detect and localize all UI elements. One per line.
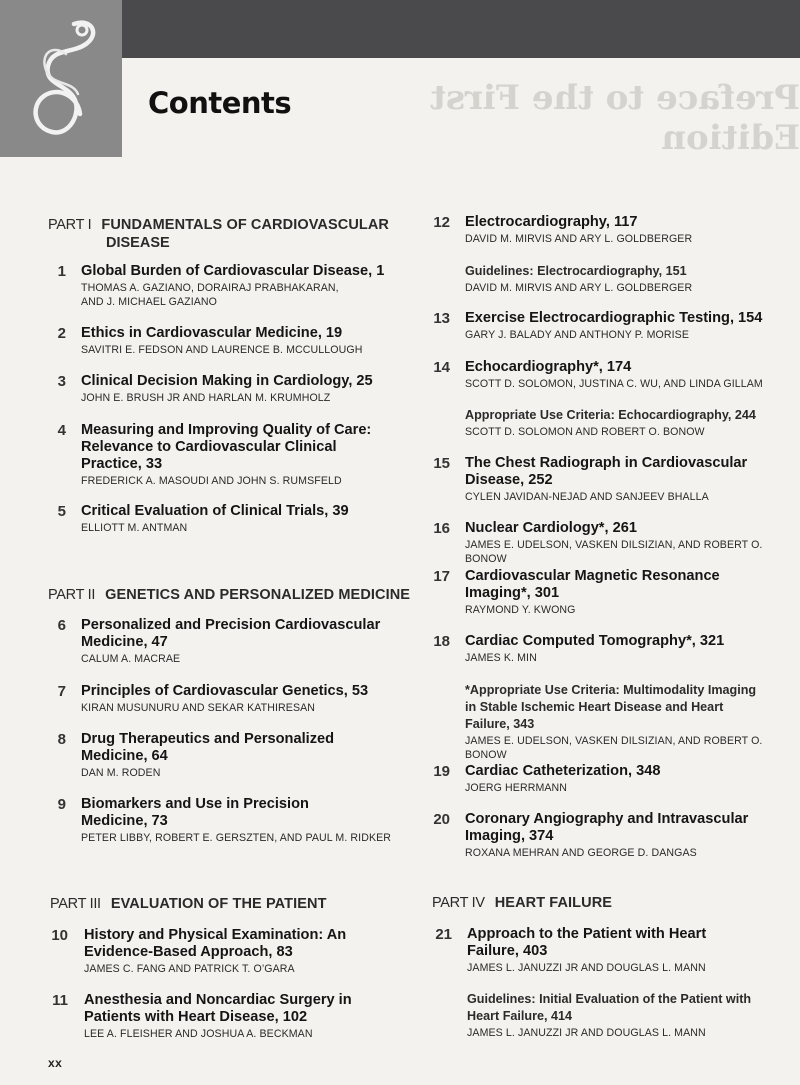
chapter-title: Drug Therapeutics and Personalized Medicine, 64	[81, 731, 335, 764]
part-2-title: GENETICS AND PERSONALIZED MEDICINE	[105, 587, 411, 603]
chapter-authors: RAYMOND Y. KWONG	[465, 604, 576, 616]
chapter-authors: JOERG HERRMANN	[465, 782, 568, 794]
chapter-title: Measuring and Improving Quality of Care: Relevance to Cardiovascular Clinical Practice, 33	[81, 422, 372, 472]
chapter-title: The Chest Radiograph in Cardiovascular Disease, 252	[465, 455, 748, 488]
chapter-title: Exercise Electrocardiographic Testing, 154	[465, 310, 763, 326]
chapter-authors: PETER LIBBY, ROBERT E. GERSZTEN, AND PAUL M. RIDKER	[81, 832, 392, 844]
part-3-heading	[50, 895, 327, 914]
chapter-title: Principles of Cardiovascular Genetics, 53	[81, 683, 369, 699]
chapter-authors: JAMES K. MIN	[465, 652, 537, 664]
chapter-number: 13	[433, 310, 450, 327]
chapter-authors: ROXANA MEHRAN AND GEORGE D. DANGAS	[465, 847, 697, 859]
chapter-authors: SAVITRI E. FEDSON AND LAURENCE B. MCCULLOUGH	[81, 344, 363, 356]
chapter-number: 8	[57, 731, 66, 748]
part-4-number: PART IV	[432, 895, 485, 911]
chapter-number: 16	[433, 520, 450, 537]
chapter-authors: KIRAN MUSUNURU AND SEKAR KATHIRESAN	[81, 702, 316, 714]
part-2-number: PART II	[48, 587, 96, 603]
chapter-title: Cardiac Catheterization, 348	[465, 763, 661, 779]
chapter-title: Cardiovascular Magnetic Resonance Imaging*, 301	[465, 568, 720, 601]
chapter-authors: JAMES E. UDELSON, VASKEN DILSIZIAN, AND ROBERT O. BONOW	[465, 539, 763, 565]
part-2-heading	[48, 586, 410, 605]
logo-block	[0, 0, 122, 157]
chapter-authors: JAMES L. JANUZZI JR AND DOUGLAS L. MANN	[467, 962, 706, 974]
chapter-title: History and Physical Examination: An Evidence-Based Approach, 83	[84, 927, 347, 960]
bleed-through-title: Preface to the First Edition	[430, 78, 800, 158]
chapter-title: Personalized and Precision Cardiovascular Medicine, 47	[81, 617, 381, 650]
chapter-authors: JOHN E. BRUSH JR AND HARLAN M. KRUMHOLZ	[81, 392, 331, 404]
appendix-title: Appropriate Use Criteria: Echocardiography, 244	[465, 408, 756, 422]
chapter-authors: CALUM A. MACRAE	[81, 653, 181, 665]
chapter-title: Echocardiography*, 174	[465, 359, 632, 375]
chapter-authors: LEE A. FLEISHER AND JOSHUA A. BECKMAN	[84, 1028, 313, 1040]
chapter-authors: FREDERICK A. MASOUDI AND JOHN S. RUMSFELD	[81, 475, 342, 487]
chapter-number: 1	[57, 263, 66, 280]
chapter-number: 20	[433, 811, 450, 828]
chapter-number: 15	[433, 455, 450, 472]
chapter-number: 4	[57, 422, 66, 439]
chapter-authors: JAMES C. FANG AND PATRICK T. O’GARA	[84, 963, 295, 975]
part-3-title: EVALUATION OF THE PATIENT	[110, 896, 327, 912]
appendix-title: *Appropriate Use Criteria: Multimodality Imaging in Stable Ischemic Heart Disease and Heart Failure, 343	[465, 683, 757, 731]
chapter-title: Clinical Decision Making in Cardiology, 25	[81, 373, 373, 389]
part-4-title: HEART FAILURE	[494, 895, 613, 911]
chapter-authors: DAN M. RODEN	[81, 767, 161, 779]
appendix-authors: JAMES L. JANUZZI JR AND DOUGLAS L. MANN	[467, 1027, 706, 1039]
chapter-title: Electrocardiography, 117	[465, 214, 638, 230]
chapter-number: 3	[57, 373, 66, 390]
appendix-authors: JAMES E. UDELSON, VASKEN DILSIZIAN, AND ROBERT O. BONOW	[465, 735, 763, 761]
chapter-number: 2	[57, 325, 66, 342]
chapter-number: 7	[57, 683, 66, 700]
chapter-authors: DAVID M. MIRVIS AND ARY L. GOLDBERGER	[465, 233, 693, 245]
part-1-heading	[48, 216, 389, 235]
chapter-title: Cardiac Computed Tomography*, 321	[465, 633, 725, 649]
chapter-title: Approach to the Patient with Heart Failure, 403	[467, 926, 707, 959]
chapter-authors: THOMAS A. GAZIANO, DORAIRAJ PRABHAKARAN, AND J. MICHAEL GAZIANO	[81, 282, 339, 308]
part-1-title: FUNDAMENTALS OF CARDIOVASCULAR	[101, 217, 389, 233]
appendix-authors: SCOTT D. SOLOMON AND ROBERT O. BONOW	[465, 426, 705, 438]
chapter-number: 10	[51, 927, 68, 944]
chapter-title: Ethics in Cardiovascular Medicine, 19	[81, 325, 343, 341]
page-title: Contents	[148, 86, 292, 120]
chapter-number: 19	[433, 763, 450, 780]
chapter-authors: GARY J. BALADY AND ANTHONY P. MORISE	[465, 329, 689, 341]
chapter-number: 6	[57, 617, 66, 634]
part-4-heading	[432, 894, 612, 913]
chapter-number: 9	[57, 796, 66, 813]
chapter-number: 21	[435, 926, 452, 943]
chapter-title: Critical Evaluation of Clinical Trials, 39	[81, 503, 349, 519]
chapter-number: 11	[52, 992, 68, 1009]
appendix-title: Guidelines: Initial Evaluation of the Patient with Heart Failure, 414	[467, 992, 752, 1023]
part-1-number: PART I	[48, 217, 92, 233]
appendix-authors: DAVID M. MIRVIS AND ARY L. GOLDBERGER	[465, 282, 693, 294]
chapter-number: 18	[433, 633, 450, 650]
chapter-title: Biomarkers and Use in Precision Medicine, 73	[81, 796, 309, 829]
chapter-title: Global Burden of Cardiovascular Disease, 1	[81, 263, 385, 279]
chapter-title: Coronary Angiography and Intravascular Imaging, 374	[465, 811, 749, 844]
chapter-authors: SCOTT D. SOLOMON, JUSTINA C. WU, AND LINDA GILLAM	[465, 378, 763, 390]
chapter-authors: CYLEN JAVIDAN-NEJAD AND SANJEEV BHALLA	[465, 491, 709, 503]
chapter-authors: ELLIOTT M. ANTMAN	[81, 522, 188, 534]
chapter-number: 14	[433, 359, 450, 376]
chapter-title: Nuclear Cardiology*, 261	[465, 520, 637, 536]
appendix-title: Guidelines: Electrocardiography, 151	[465, 264, 687, 278]
part-1-title-cont: DISEASE	[106, 235, 170, 251]
chapter-number: 5	[57, 503, 66, 520]
chapter-number: 12	[433, 214, 450, 231]
cardiology-logo-icon	[22, 14, 102, 144]
page-number: xx	[48, 1056, 63, 1070]
chapter-number: 17	[433, 568, 450, 585]
chapter-title: Anesthesia and Noncardiac Surgery in Patients with Heart Disease, 102	[84, 992, 352, 1025]
part-3-number: PART III	[50, 896, 101, 912]
